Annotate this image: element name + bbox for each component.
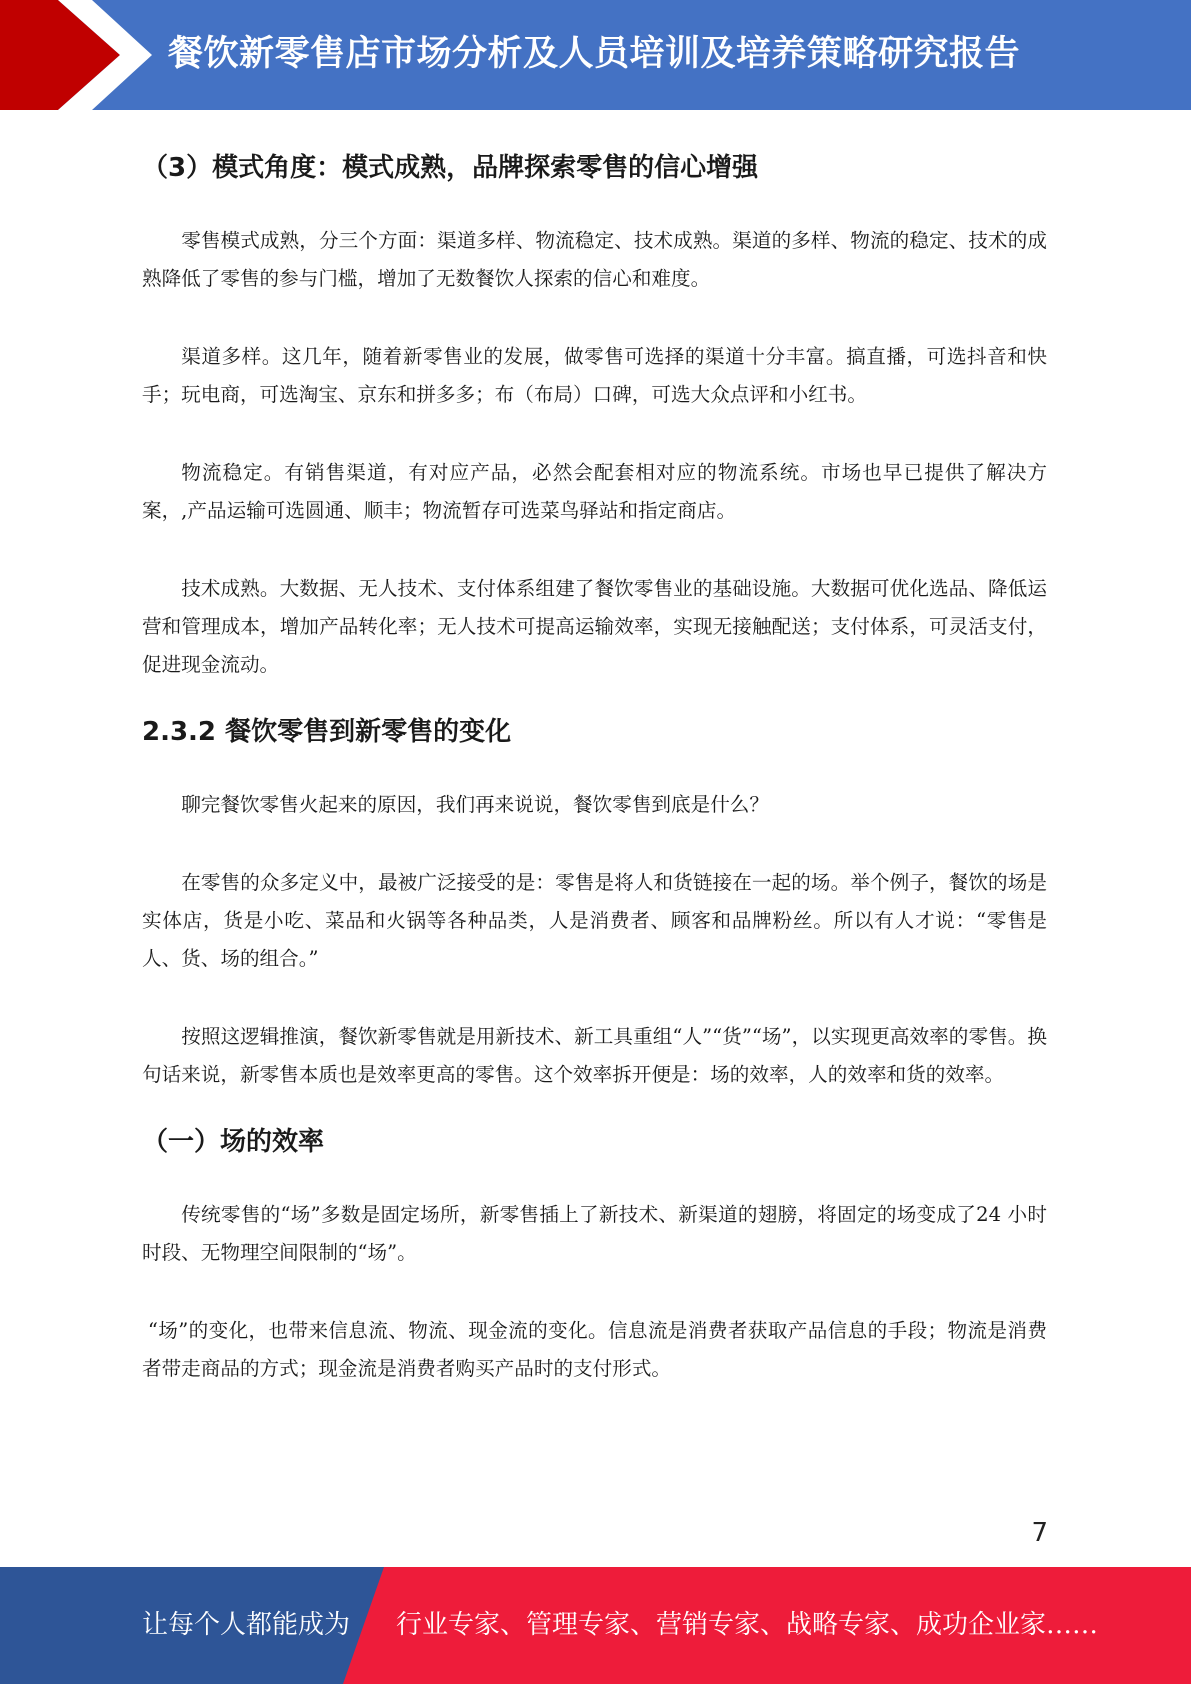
document-title: 餐饮新零售店市场分析及人员培训及培养策略研究报告 xyxy=(168,34,1021,74)
footer-slogan-left: 让每个人都能成为 xyxy=(142,1610,351,1640)
paragraph-retail-mode: 零售模式成熟，分三个方面：渠道多样、物流稳定、技术成熟。渠道的多样、物流的稳定、技术的成熟降低了零售的参与门槛，增加了无数餐饮人探索的信心和难度。 xyxy=(142,229,1047,290)
header-band xyxy=(0,0,1191,110)
footer-slogan-right: 行业专家、管理专家、营销专家、战略专家、成功企业家…… xyxy=(396,1610,1099,1640)
section-heading-mode-angle: （3）模式角度：模式成熟，品牌探索零售的信心增强 xyxy=(142,153,759,183)
paragraph-logistics: 物流稳定。有销售渠道，有对应产品，必然会配套相对应的物流系统。市场也早已提供了解决方案，,产品运输可选圆通、顺丰；物流暂存可选菜鸟驿站和指定商店。 xyxy=(142,461,1047,522)
paragraph-channels: 渠道多样。这几年，随着新零售业的发展，做零售可选择的渠道十分丰富。搞直播，可选抖音和快手；玩电商，可选淘宝、京东和拼多多；布（布局）口碑，可选大众点评和小红书。 xyxy=(142,345,1047,406)
page-content xyxy=(142,150,1047,1388)
paragraph-new-retail-logic: 按照这逻辑推演，餐饮新零售就是用新技术、新工具重组“人”“货”“场”，以实现更高效率的零售。换句话来说，新零售本质也是效率更高的零售。这个效率拆开便是：场的效率，人的效率和货的效率。 xyxy=(142,1025,1047,1086)
page-number: 7 xyxy=(1031,1518,1048,1548)
section-heading-2-3-2: 2.3.2 餐饮零售到新零售的变化 xyxy=(142,717,512,747)
footer-band xyxy=(0,1567,1191,1684)
paragraph-place-change: “场”的变化，也带来信息流、物流、现金流的变化。信息流是消费者获取产品信息的手段；物流是消费者带走商品的方式；现金流是消费者购买产品时的支付形式。 xyxy=(142,1319,1047,1380)
section-heading-place-efficiency: （一）场的效率 xyxy=(142,1127,325,1157)
paragraph-traditional-place: 传统零售的“场”多数是固定场所，新零售插上了新技术、新渠道的翅膀，将固定的场变成了24 小时时段、无物理空间限制的“场”。 xyxy=(142,1203,1047,1264)
paragraph-technology: 技术成熟。大数据、无人技术、支付体系组建了餐饮零售业的基础设施。大数据可优化选品、降低运营和管理成本，增加产品转化率；无人技术可提高运输效率，实现无接触配送；支付体系，可灵活支付，促进现金流动。 xyxy=(142,577,1047,676)
paragraph-what-is-retail: 聊完餐饮零售火起来的原因，我们再来说说，餐饮零售到底是什么？ xyxy=(181,793,769,816)
paragraph-retail-definition: 在零售的众多定义中，最被广泛接受的是：零售是将人和货链接在一起的场。举个例子，餐饮的场是实体店，货是小吃、菜品和火锅等各种品类，人是消费者、顾客和品牌粉丝。所以有人才说：“零售是人、货、场的组合。” xyxy=(142,871,1047,970)
